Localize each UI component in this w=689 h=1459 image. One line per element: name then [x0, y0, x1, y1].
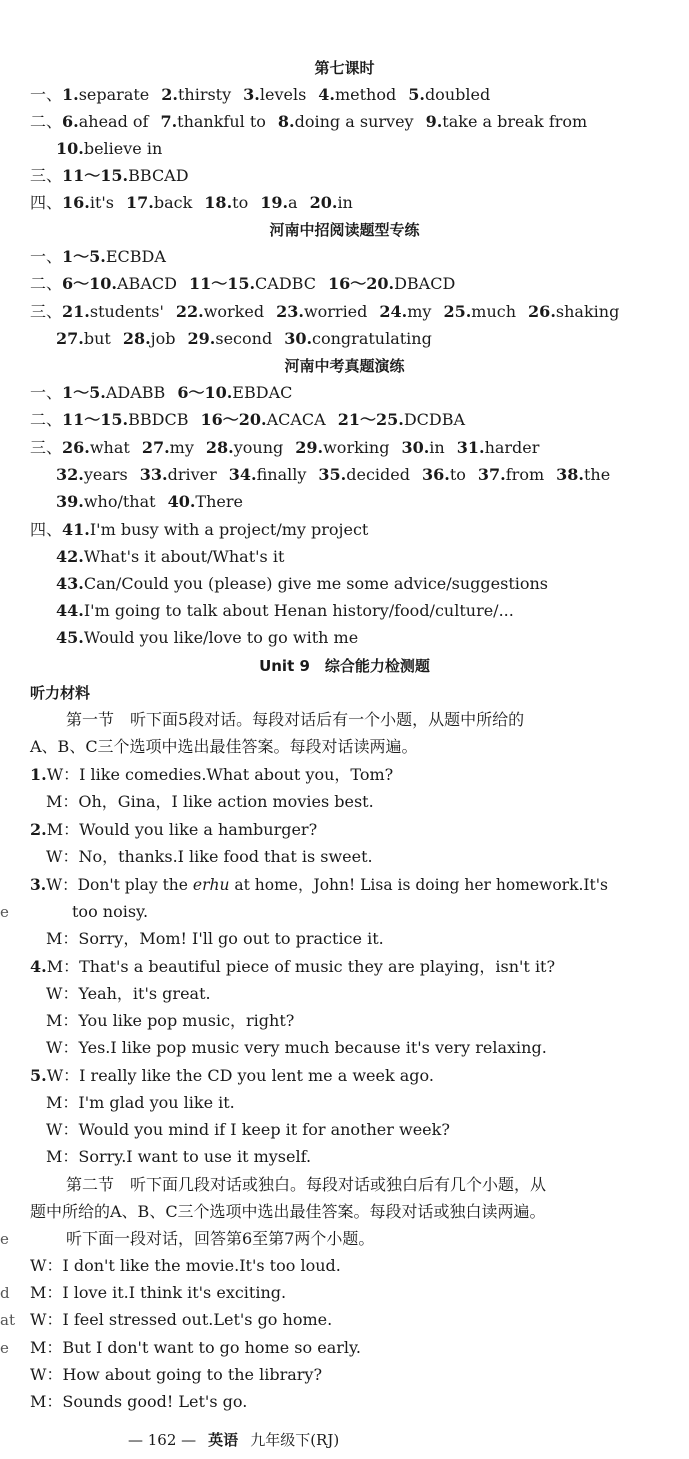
dialogue-line: M：Sorry.I want to use it myself.	[46, 1147, 312, 1166]
answer-line	[56, 547, 284, 567]
item-answer: years	[83, 465, 128, 484]
item-number: 6～10.	[177, 383, 233, 402]
item-number: 2.	[161, 85, 178, 104]
item-number: 26.	[62, 438, 90, 457]
answer-line	[30, 112, 587, 132]
answer-line	[56, 465, 610, 485]
dialogue-line	[30, 820, 317, 840]
item-number: 6～10.	[62, 274, 117, 293]
item-number: 11～15.	[188, 274, 256, 293]
item-number: 19.	[260, 193, 289, 212]
answer-line	[56, 492, 243, 512]
item-number: 33.	[139, 465, 168, 484]
item-number: 1.	[62, 85, 79, 104]
answer-line	[30, 247, 166, 267]
item-answer: in	[337, 193, 353, 212]
item-answer: in	[429, 438, 445, 457]
item-number: 27.	[56, 329, 84, 348]
dialogue-line: too noisy.	[72, 902, 149, 921]
item-number: 22.	[175, 302, 204, 321]
item-prefix: 三、	[30, 166, 63, 185]
item-number: 42.	[56, 547, 84, 566]
item-prefix: 一、	[30, 383, 63, 402]
item-answer: my	[169, 438, 194, 457]
section-instruction: 第二节 听下面几段对话或独白。每段对话或独白后有几个小题，从	[66, 1175, 547, 1194]
item-number: 9.	[425, 112, 443, 131]
item-answer: EBDAC	[232, 383, 293, 402]
item-number: 24.	[379, 302, 408, 321]
dialogue-line: W：Would you mind if I keep it for another week?	[46, 1120, 450, 1139]
item-answer: What's it about/What's it	[83, 547, 285, 566]
item-prefix: 二、	[30, 410, 63, 429]
item-answer: from	[505, 465, 545, 484]
item-answer: much	[471, 302, 517, 321]
item-answer: I'm busy with a project/my project	[89, 520, 369, 539]
item-answer: BBCAD	[128, 166, 189, 185]
item-answer: Can/Could you (please) give me some advice/suggestions	[83, 574, 549, 593]
dialogue-text: W：Don't play the	[46, 876, 193, 894]
section-title: 河南中招阅读题型专练	[269, 221, 420, 239]
item-prefix: 四、	[30, 520, 63, 539]
item-answer: doing a survey	[294, 112, 414, 131]
item-number: 30.	[284, 329, 313, 348]
answer-line	[30, 302, 619, 322]
answer-line	[30, 274, 455, 294]
item-number: 25.	[443, 302, 472, 321]
item-number: 43.	[56, 574, 84, 593]
item-number: 4.	[318, 85, 335, 104]
dialogue-number: 5.	[30, 1066, 47, 1085]
item-answer: Would you like/love to go with me	[83, 628, 359, 647]
item-prefix: 三、	[30, 438, 63, 457]
item-answer: harder	[484, 438, 540, 457]
item-answer: shaking	[555, 302, 620, 321]
answer-line	[30, 166, 189, 186]
section-title: 第七课时	[314, 59, 375, 77]
answer-line	[30, 193, 353, 213]
dialogue-text: W：I like comedies.What about you，Tom?	[46, 765, 394, 784]
item-number: 28.	[122, 329, 151, 348]
item-number: 11～15.	[62, 166, 129, 185]
dialogue-text: at home，John! Lisa is doing her homework.It's	[229, 876, 608, 894]
item-number: 28.	[205, 438, 234, 457]
item-answer: to	[449, 465, 466, 484]
answer-line	[56, 601, 514, 621]
margin-fragment: d	[0, 1284, 10, 1302]
item-answer: method	[334, 85, 397, 104]
item-number: 45.	[56, 628, 84, 647]
item-answer: ADABB	[105, 383, 166, 402]
item-answer: young	[233, 438, 284, 457]
item-answer: job	[150, 329, 176, 348]
item-number: 1～5.	[62, 383, 106, 402]
dialogue-line: M：But I don't want to go home so early.	[30, 1338, 361, 1357]
page-footer	[128, 1430, 339, 1450]
item-number: 40.	[167, 492, 196, 511]
item-prefix: 四、	[30, 193, 63, 212]
dialogue-text: M：That's a beautiful piece of music they are playing，isn't it?	[46, 957, 556, 976]
item-answer: BBDCB	[128, 410, 189, 429]
item-answer: DBACD	[394, 274, 456, 293]
item-number: 26.	[528, 302, 556, 321]
item-number: 8.	[277, 112, 295, 131]
dialogue-line: M：Sorry，Mom! I'll go out to practice it.	[46, 929, 384, 948]
item-number: 41.	[62, 520, 90, 539]
dialogue-line: M：You like pop music，right?	[46, 1011, 295, 1030]
item-answer: decided	[346, 465, 410, 484]
item-prefix: 一、	[30, 85, 63, 104]
item-number: 21～25.	[337, 410, 404, 429]
item-number: 16～20.	[200, 410, 267, 429]
dialogue-line: M：Sounds good! Let's go.	[30, 1392, 248, 1411]
item-number: 39.	[56, 492, 84, 511]
emphasis-text: erhu	[192, 876, 230, 894]
item-answer: finally	[256, 465, 307, 484]
item-answer: driver	[167, 465, 217, 484]
dialogue-line: W：Yeah，it's great.	[46, 984, 211, 1003]
answer-line	[30, 438, 539, 458]
item-answer: congratulating	[312, 329, 432, 348]
item-number: 37.	[477, 465, 506, 484]
answer-line	[56, 329, 432, 349]
dialogue-number: 3.	[30, 875, 47, 894]
item-prefix: 二、	[30, 112, 63, 131]
section-instruction: 听下面一段对话，回答第6至第7两个小题。	[66, 1229, 375, 1248]
item-answer: believe in	[83, 139, 163, 158]
item-answer: the	[583, 465, 611, 484]
item-number: 5.	[408, 85, 425, 104]
item-answer: working	[323, 438, 390, 457]
item-number: 35.	[318, 465, 347, 484]
item-answer: ECBDA	[105, 247, 166, 266]
margin-fragment: e	[0, 1230, 9, 1248]
item-number: 29.	[295, 438, 324, 457]
answer-line	[30, 410, 465, 430]
dialogue-line: W：I don't like the movie.It's too loud.	[30, 1256, 341, 1275]
dialogue-line: M：I love it.I think it's exciting.	[30, 1283, 287, 1302]
answer-line	[30, 383, 292, 403]
item-answer: take a break from	[442, 112, 588, 131]
dialogue-number: 2.	[30, 820, 47, 839]
item-number: 16.	[62, 193, 90, 212]
answer-line	[56, 628, 358, 648]
dialogue-line	[30, 765, 393, 785]
dialogue-line	[30, 1066, 434, 1086]
dialogue-text: M：Would you like a hamburger?	[46, 820, 318, 839]
item-number: 1～5.	[62, 247, 106, 266]
footer-subject: 英语	[208, 1431, 239, 1449]
item-answer: to	[232, 193, 249, 212]
section-instruction: A、B、C三个选项中选出最佳答案。每段对话读两遍。	[30, 737, 418, 756]
item-number: 31.	[456, 438, 485, 457]
dialogue-line	[30, 875, 608, 895]
item-answer: it's	[89, 193, 115, 212]
item-prefix: 三、	[30, 302, 63, 321]
item-prefix: 一、	[30, 247, 63, 266]
margin-fragment: e	[0, 1339, 9, 1357]
item-answer: ACACA	[266, 410, 326, 429]
section-title: 河南中考真题演练	[284, 357, 405, 375]
item-number: 3.	[243, 85, 260, 104]
dialogue-line	[30, 957, 555, 977]
dialogue-line: W：I feel stressed out.Let's go home.	[30, 1310, 333, 1329]
dialogue-text: W：I really like the CD you lent me a week ago.	[46, 1066, 434, 1085]
item-number: 32.	[56, 465, 84, 484]
dialogue-number: 4.	[30, 957, 47, 976]
dialogue-line: M：I'm glad you like it.	[46, 1093, 235, 1112]
item-number: 27.	[141, 438, 170, 457]
item-number: 38.	[556, 465, 584, 484]
item-number: 16～20.	[327, 274, 395, 293]
item-number: 18.	[204, 193, 233, 212]
dialogue-line: W：How about going to the library?	[30, 1365, 323, 1384]
item-answer: DCDBA	[403, 410, 466, 429]
item-answer: thirsty	[177, 85, 232, 104]
item-answer: back	[153, 193, 193, 212]
item-answer: worried	[303, 302, 368, 321]
item-answer: a	[288, 193, 298, 212]
item-number: 30.	[401, 438, 430, 457]
item-number: 10.	[56, 139, 84, 158]
answer-line	[56, 574, 548, 594]
unit-title: Unit 9 综合能力检测题	[259, 657, 430, 675]
dialogue-line: W：Yes.I like pop music very much because it's very relaxing.	[46, 1038, 547, 1057]
item-answer: worked	[203, 302, 265, 321]
item-number: 7.	[160, 112, 178, 131]
margin-fragment: e	[0, 903, 9, 921]
item-number: 6.	[62, 112, 79, 131]
item-number: 21.	[62, 302, 90, 321]
item-number: 11～15.	[62, 410, 129, 429]
item-answer: CADBC	[255, 274, 316, 293]
item-number: 17.	[126, 193, 154, 212]
item-answer: but	[83, 329, 111, 348]
item-answer: doubled	[424, 85, 491, 104]
dialogue-line: W：No，thanks.I like food that is sweet.	[46, 847, 373, 866]
page-number: — 162 —	[128, 1431, 197, 1449]
item-answer: thankful to	[177, 112, 266, 131]
footer-grade: 九年级下(RJ)	[250, 1431, 340, 1449]
item-number: 23.	[276, 302, 304, 321]
item-answer: what	[89, 438, 130, 457]
answer-line	[30, 85, 490, 105]
item-answer: ahead of	[78, 112, 149, 131]
listening-label: 听力材料	[30, 684, 91, 702]
dialogue-line: M：Oh，Gina，I like action movies best.	[46, 792, 374, 811]
item-number: 44.	[56, 601, 84, 620]
answer-line	[56, 139, 162, 159]
margin-fragment: at	[0, 1311, 15, 1329]
item-answer: separate	[78, 85, 150, 104]
dialogue-number: 1.	[30, 765, 47, 784]
item-answer: ABACD	[117, 274, 177, 293]
item-number: 20.	[309, 193, 338, 212]
section-instruction: 题中所给的A、B、C三个选项中选出最佳答案。每段对话或独白读两遍。	[30, 1202, 546, 1221]
item-number: 36.	[422, 465, 450, 484]
answer-line	[30, 520, 368, 540]
item-answer: I'm going to talk about Henan history/food/culture/...	[83, 601, 514, 620]
section-instruction: 第一节 听下面5段对话。每段对话后有一个小题，从题中所给的	[66, 710, 525, 729]
item-answer: second	[215, 329, 273, 348]
item-number: 34.	[228, 465, 257, 484]
item-answer: my	[407, 302, 432, 321]
item-answer: levels	[259, 85, 307, 104]
item-answer: There	[195, 492, 243, 511]
item-prefix: 二、	[30, 274, 63, 293]
item-answer: students'	[89, 302, 164, 321]
item-number: 29.	[187, 329, 216, 348]
item-answer: who/that	[83, 492, 156, 511]
